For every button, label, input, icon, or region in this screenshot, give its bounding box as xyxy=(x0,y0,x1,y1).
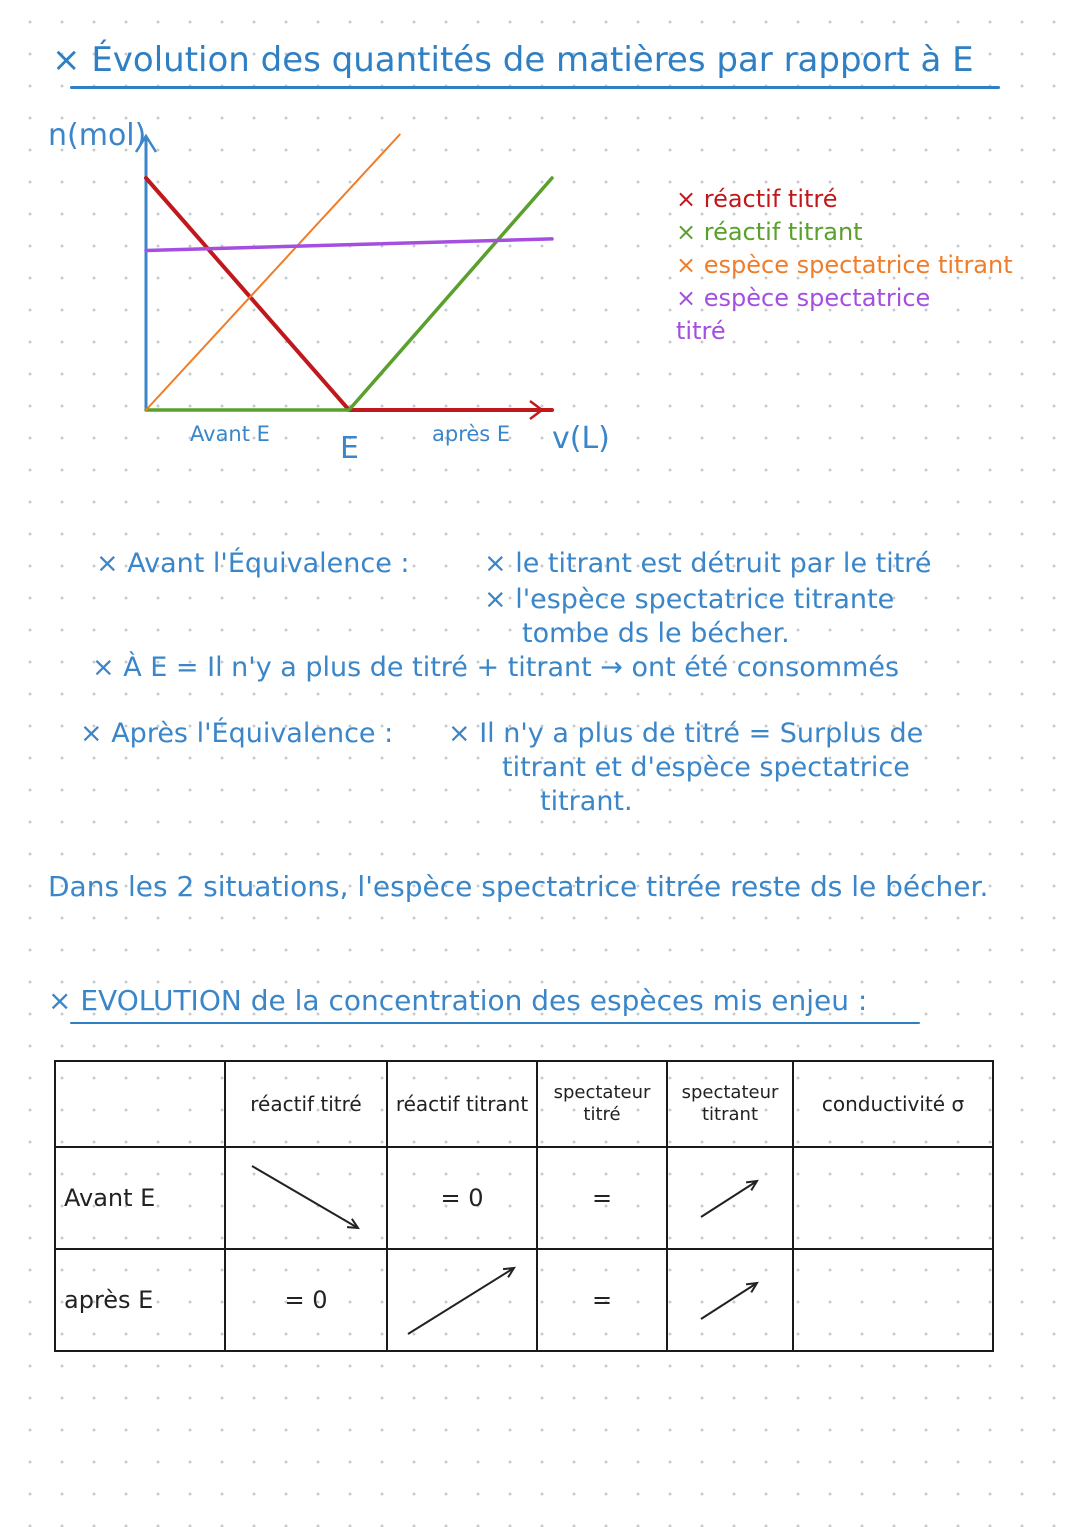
table-row xyxy=(55,1249,993,1351)
legend-item-reactif-titrant: × réactif titrant xyxy=(676,218,863,246)
evolution-table xyxy=(54,1060,994,1352)
y-axis-label: n(mol) xyxy=(48,118,147,153)
note-a-e: × À E = Il n'y a plus de titré + titrant → ont été consommés xyxy=(92,652,900,683)
note-apres-label: × Après l'Équivalence : xyxy=(80,718,394,749)
note-avant-label: × Avant l'Équivalence : xyxy=(96,548,410,579)
note-avant-2: × l'espèce spectatrice titrante xyxy=(484,584,895,615)
table-header-cell: spectateur titré xyxy=(537,1061,667,1147)
table-cell: = xyxy=(537,1249,667,1351)
arrow-shaft xyxy=(701,1181,757,1217)
series-spectatrice-titrant xyxy=(146,135,400,411)
series-reactif-titrant xyxy=(146,178,552,410)
chart-layer xyxy=(136,135,552,420)
note-apres-2: titrant et d'espèce spectatrice xyxy=(502,752,910,783)
table-header-row xyxy=(55,1061,993,1147)
section2-underline xyxy=(70,1022,920,1024)
table-cell xyxy=(387,1249,537,1351)
table-header-cell: conductivité σ xyxy=(793,1061,993,1147)
x-axis-label: v(L) xyxy=(552,421,610,456)
arrow-shaft xyxy=(408,1268,514,1334)
legend-item-reactif-titre: × réactif titré xyxy=(676,185,838,213)
note-dans: Dans les 2 situations, l'espèce spectatrice titrée reste ds le bécher. xyxy=(48,870,989,903)
table-cell xyxy=(667,1147,793,1249)
decrease-arrow-icon xyxy=(246,1158,366,1238)
annotation-avant-e: Avant E xyxy=(190,422,270,446)
legend-item-spectatrice-titre: × espèce spectatrice titré xyxy=(676,284,931,345)
table-cell: = 0 xyxy=(387,1147,537,1249)
row-label: après E xyxy=(55,1249,225,1351)
increase-arrow-icon xyxy=(402,1260,522,1340)
increase-arrow-icon xyxy=(695,1275,765,1325)
legend-item-spectatrice-titrant: × espèce spectatrice titrant xyxy=(676,251,1013,279)
title-bullet: × xyxy=(52,40,81,80)
table-cell xyxy=(225,1147,387,1249)
section2-title: × EVOLUTION de la concentration des espèces mis enjeu : xyxy=(48,984,868,1017)
table-cell xyxy=(667,1249,793,1351)
title-text: Évolution des quantités de matières par rapport à E xyxy=(91,40,974,80)
arrow-shaft xyxy=(701,1283,757,1319)
annotation-apres-e: après E xyxy=(432,422,511,446)
note-avant-1: × le titrant est détruit par le titré xyxy=(484,548,932,579)
arrow-shaft xyxy=(252,1166,358,1228)
table-row xyxy=(55,1147,993,1249)
chart-legend xyxy=(676,183,1013,348)
row-label: Avant E xyxy=(55,1147,225,1249)
series-reactif-titre xyxy=(146,178,552,410)
table-header-cell: réactif titré xyxy=(225,1061,387,1147)
table-header-cell xyxy=(55,1061,225,1147)
table-cell: = xyxy=(537,1147,667,1249)
note-avant-3: tombe ds le bécher. xyxy=(522,618,790,649)
table-cell xyxy=(793,1147,993,1249)
table-cell: = 0 xyxy=(225,1249,387,1351)
note-apres-1: × Il n'y a plus de titré = Surplus de xyxy=(448,718,924,749)
table-cell xyxy=(793,1249,993,1351)
increase-arrow-icon xyxy=(695,1173,765,1223)
note-apres-3: titrant. xyxy=(540,786,633,817)
table-header-cell: spectateur titrant xyxy=(667,1061,793,1147)
annotation-e: E xyxy=(340,431,359,466)
table-header-cell: réactif titrant xyxy=(387,1061,537,1147)
